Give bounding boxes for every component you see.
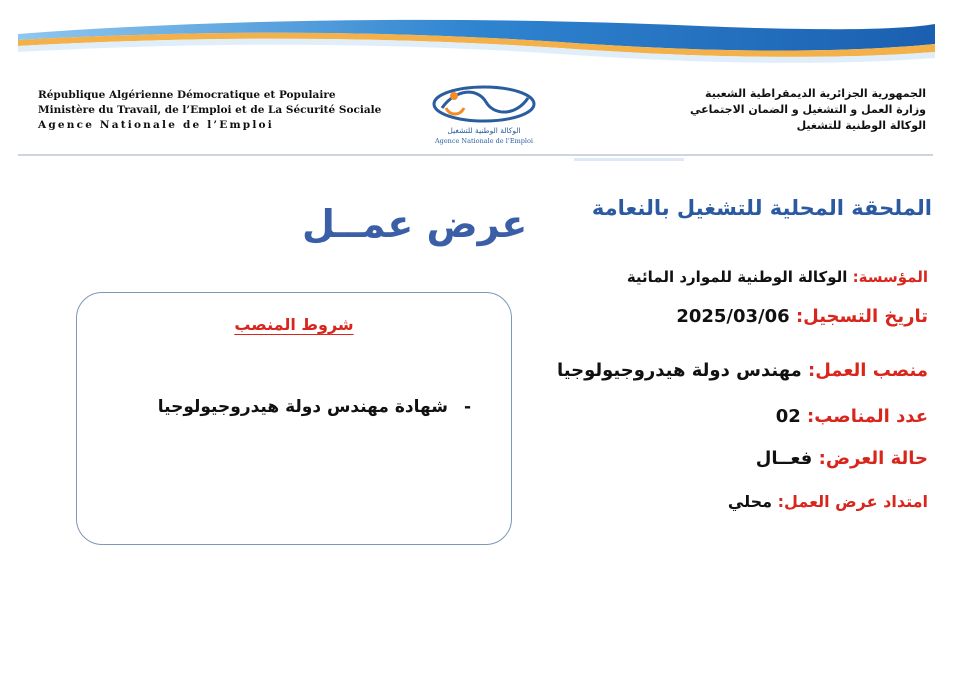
detail-value: محلي xyxy=(727,492,773,511)
job-offer-title: عرض عمــل xyxy=(302,202,528,246)
detail-row-offer-status xyxy=(756,448,928,469)
header-french xyxy=(38,88,398,133)
local-agency-title: الملحقة المحلية للتشغيل بالنعامة xyxy=(591,196,932,220)
detail-row-position xyxy=(557,360,928,381)
condition-text: شهادة مهندس دولة هيدروجيولوجيا xyxy=(157,397,448,417)
detail-value: الوكالة الوطنية للموارد المائية xyxy=(626,268,848,286)
detail-row-institution xyxy=(627,268,928,286)
detail-row-registration-date xyxy=(676,306,928,327)
ministry-name-fr: Ministère du Travail, de l’Emploi et de La Sécurité Sociale xyxy=(38,104,382,116)
detail-row-offer-scope xyxy=(728,492,928,511)
header-divider-accent xyxy=(574,158,684,161)
header-divider xyxy=(18,154,933,156)
detail-label: تاريخ التسجيل: xyxy=(795,306,928,327)
agency-name-fr: Agence Nationale de l’Emploi xyxy=(38,119,274,131)
detail-value: فعــال xyxy=(755,448,813,469)
condition-bullet: - xyxy=(463,397,471,417)
conditions-title-text: شروط المنصب xyxy=(234,315,354,334)
detail-value: 02 xyxy=(775,406,801,427)
detail-label: امتداد عرض العمل: xyxy=(777,492,928,511)
anem-logo xyxy=(420,82,548,152)
detail-label: منصب العمل: xyxy=(808,360,928,381)
header-arabic xyxy=(566,86,926,134)
detail-row-positions-count xyxy=(776,406,928,427)
logo-text-ar: الوكالة الوطنية للتشغيل xyxy=(447,126,521,135)
conditions-title xyxy=(77,315,511,334)
condition-item xyxy=(158,397,471,417)
detail-value: 2025/03/06 xyxy=(676,306,790,327)
agency-name-ar: الوكالة الوطنية للتشغيل xyxy=(796,119,926,132)
conditions-box xyxy=(76,292,512,545)
detail-label: حالة العرض: xyxy=(818,448,928,469)
detail-label: المؤسسة: xyxy=(852,268,928,286)
logo-text-fr: Agence Nationale de l’Emploi xyxy=(434,137,534,145)
detail-value: مهندس دولة هيدروجيولوجيا xyxy=(556,360,802,381)
top-banner-wave xyxy=(0,0,960,70)
republic-name-ar: الجمهورية الجزائرية الديمقراطية الشعبية xyxy=(705,87,926,100)
detail-label: عدد المناصب: xyxy=(807,406,928,427)
ministry-name-ar: وزارة العمل و التشغيل و الضمان الاجتماعي xyxy=(690,103,926,116)
republic-name-fr: République Algérienne Démocratique et Populaire xyxy=(38,89,336,101)
